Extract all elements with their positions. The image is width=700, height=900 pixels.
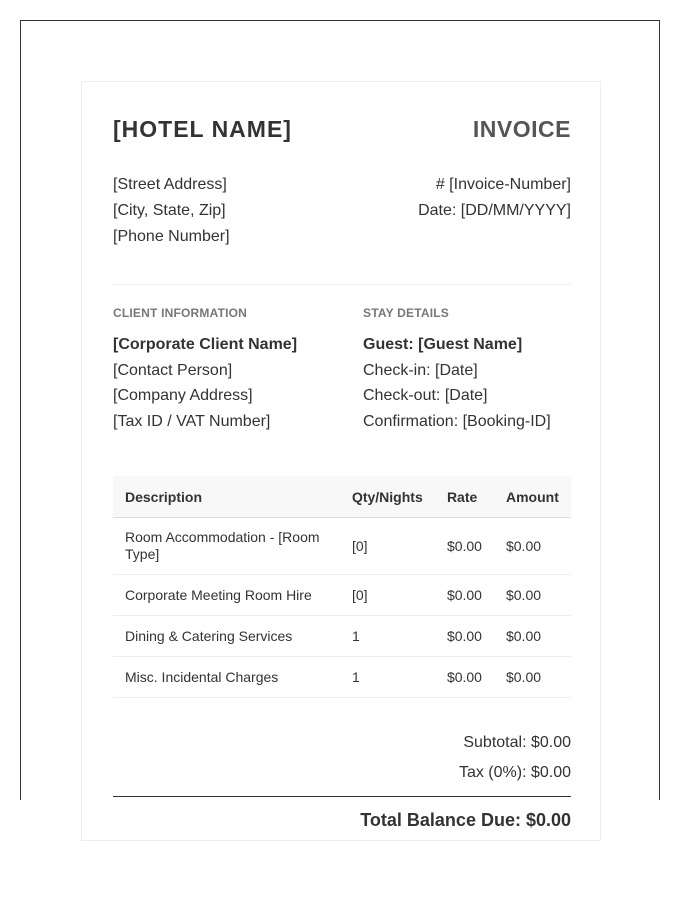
header-amount: Amount <box>494 476 571 518</box>
invoice-date: Date: [DD/MM/YYYY] <box>418 202 571 219</box>
total-balance-due: Total Balance Due: $0.00 <box>360 810 571 830</box>
client-address: [Company Address] <box>113 387 253 404</box>
row-description: Misc. Incidental Charges <box>113 657 340 698</box>
line-items-table <box>113 476 571 698</box>
stay-confirmation: Confirmation: [Booking-ID] <box>363 412 551 430</box>
row-qty: [0] <box>340 518 435 575</box>
header-description: Description <box>113 476 340 518</box>
invoice-number: # [Invoice-Number] <box>435 176 571 193</box>
hotel-address <box>113 172 230 250</box>
hotel-city: [City, State, Zip] <box>113 202 226 219</box>
client-contact: [Contact Person] <box>113 361 233 379</box>
row-rate: $0.00 <box>435 616 494 657</box>
info-section <box>113 306 571 476</box>
row-description: Dining & Catering Services <box>113 616 340 657</box>
row-description: Room Accommodation - [Room Type] <box>113 518 340 575</box>
stay-check-in: Check-in: [Date] <box>363 361 478 379</box>
invoice-header <box>113 116 571 156</box>
client-information <box>113 306 297 434</box>
stay-check-out: Check-out: [Date] <box>363 387 488 404</box>
header-divider <box>113 284 571 285</box>
row-amount: $0.00 <box>494 616 571 657</box>
header-rate: Rate <box>435 476 494 518</box>
row-rate: $0.00 <box>435 518 494 575</box>
client-tax-id: [Tax ID / VAT Number] <box>113 412 271 430</box>
row-amount: $0.00 <box>494 657 571 698</box>
subtotal: Subtotal: $0.00 <box>463 734 571 751</box>
document-viewport[interactable] <box>20 20 660 830</box>
row-rate: $0.00 <box>435 657 494 698</box>
invoice-page <box>81 81 601 841</box>
totals-divider <box>113 796 571 797</box>
invoice-title: INVOICE <box>472 116 571 142</box>
row-qty: 1 <box>340 616 435 657</box>
totals-block <box>113 728 571 788</box>
client-name: [Corporate Client Name] <box>113 336 298 353</box>
stay-label: STAY DETAILS <box>363 306 449 320</box>
hotel-street: [Street Address] <box>113 176 227 193</box>
row-amount: $0.00 <box>494 518 571 575</box>
header-qty: Qty/Nights <box>340 476 435 518</box>
row-description: Corporate Meeting Room Hire <box>113 575 340 616</box>
row-amount: $0.00 <box>494 575 571 616</box>
address-block <box>113 172 571 282</box>
row-qty: [0] <box>340 575 435 616</box>
invoice-content <box>113 116 571 831</box>
hotel-name: [HOTEL NAME] <box>113 116 292 142</box>
row-rate: $0.00 <box>435 575 494 616</box>
tax-total: Tax (0%): $0.00 <box>458 764 571 781</box>
table-row <box>113 518 571 575</box>
stay-details <box>363 306 551 434</box>
client-label: CLIENT INFORMATION <box>113 306 248 320</box>
table-row <box>113 616 571 657</box>
row-qty: 1 <box>340 657 435 698</box>
table-header-row <box>113 476 571 518</box>
table-row <box>113 657 571 698</box>
hotel-phone: [Phone Number] <box>113 228 230 245</box>
stay-guest: Guest: [Guest Name] <box>363 336 523 353</box>
table-row <box>113 575 571 616</box>
invoice-meta <box>418 172 571 224</box>
